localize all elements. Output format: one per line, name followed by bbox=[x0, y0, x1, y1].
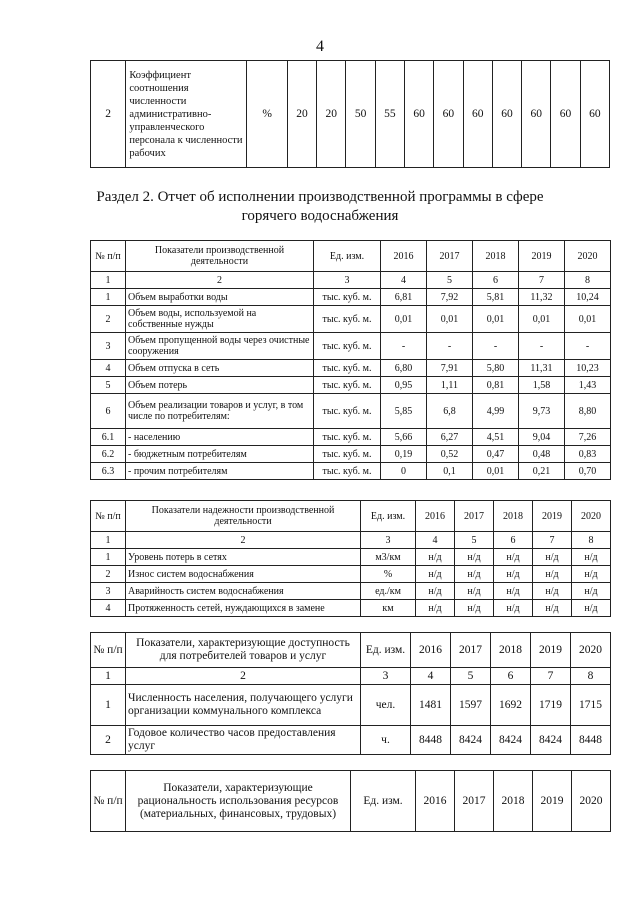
table-cell: - bbox=[519, 333, 565, 360]
page-number: 4 bbox=[316, 38, 324, 55]
table-cell: 8 bbox=[572, 532, 611, 549]
production-table bbox=[90, 240, 611, 480]
unit: % bbox=[247, 61, 287, 168]
table-cell: 2016 bbox=[416, 771, 455, 832]
table-cell: 4 bbox=[381, 272, 427, 289]
table-cell: 2018 bbox=[491, 633, 531, 668]
table-cell: 6,80 bbox=[381, 360, 427, 377]
table-cell: - прочим потребителям bbox=[126, 463, 314, 480]
table-cell: н/д bbox=[572, 549, 611, 566]
table-cell: 2 bbox=[91, 566, 126, 583]
table-cell: Аварийность систем водоснабжения bbox=[126, 583, 361, 600]
table-cell: 1 bbox=[91, 532, 126, 549]
table-cell: тыс. куб. м. bbox=[314, 377, 381, 394]
table-cell: тыс. куб. м. bbox=[314, 394, 381, 429]
table-cell: тыс. куб. м. bbox=[314, 429, 381, 446]
table-cell: 3 bbox=[361, 668, 411, 685]
table-cell: 2019 bbox=[519, 241, 565, 272]
table-cell: н/д bbox=[416, 566, 455, 583]
table-cell: 2018 bbox=[494, 501, 533, 532]
table-cell: 0,83 bbox=[565, 446, 611, 463]
table-cell: № п/п bbox=[91, 501, 126, 532]
table-cell: 1481 bbox=[411, 685, 451, 726]
table-cell: 2019 bbox=[533, 501, 572, 532]
table-cell: н/д bbox=[533, 566, 572, 583]
table-cell: чел. bbox=[361, 685, 411, 726]
section-title: Раздел 2. Отчет об исполнении производственной программы в сфере горячего водоснабжения bbox=[96, 189, 544, 224]
table-row bbox=[91, 377, 611, 394]
table-cell: 1 bbox=[91, 668, 126, 685]
table-cell: Протяженность сетей, нуждающихся в замене bbox=[126, 600, 361, 617]
table-cell: 8424 bbox=[531, 726, 571, 755]
table-cell: н/д bbox=[494, 600, 533, 617]
table-cell: н/д bbox=[533, 583, 572, 600]
table-cell: 7,92 bbox=[427, 289, 473, 306]
table-cell: ч. bbox=[361, 726, 411, 755]
table-cell: 2020 bbox=[572, 771, 611, 832]
table-cell: н/д bbox=[572, 566, 611, 583]
table-cell: 0,95 bbox=[381, 377, 427, 394]
table-cell: 0,47 bbox=[473, 446, 519, 463]
table-cell: Объем выработки воды bbox=[126, 289, 314, 306]
table-cell: 1 bbox=[91, 685, 126, 726]
table-row bbox=[91, 446, 611, 463]
value-cell: 60 bbox=[404, 61, 433, 168]
table-cell: 2016 bbox=[381, 241, 427, 272]
table-cell: 2017 bbox=[427, 241, 473, 272]
table-cell: 0,1 bbox=[427, 463, 473, 480]
table-cell: № п/п bbox=[91, 241, 126, 272]
table-cell: 0,01 bbox=[473, 463, 519, 480]
table-cell: 1692 bbox=[491, 685, 531, 726]
value-cell: 20 bbox=[317, 61, 346, 168]
table-cell: н/д bbox=[455, 600, 494, 617]
table-cell: - населению bbox=[126, 429, 314, 446]
table-cell: 4 bbox=[411, 668, 451, 685]
table-cell: 11,32 bbox=[519, 289, 565, 306]
table-row bbox=[91, 306, 611, 333]
table-row bbox=[91, 289, 611, 306]
value-cell: 60 bbox=[580, 61, 609, 168]
table-cell: 8,80 bbox=[565, 394, 611, 429]
table-cell: 6.2 bbox=[91, 446, 126, 463]
table-cell: 1715 bbox=[571, 685, 611, 726]
table-cell: Уровень потерь в сетях bbox=[126, 549, 361, 566]
resource-table bbox=[90, 770, 611, 832]
table-cell: 5 bbox=[455, 532, 494, 549]
table-cell: Износ систем водоснабжения bbox=[126, 566, 361, 583]
table-cell: № п/п bbox=[91, 771, 126, 832]
table-cell: 5,81 bbox=[473, 289, 519, 306]
table-cell: 0,01 bbox=[427, 306, 473, 333]
table-cell: 8424 bbox=[491, 726, 531, 755]
table-cell: 11,31 bbox=[519, 360, 565, 377]
table-cell: 2017 bbox=[455, 501, 494, 532]
table-cell: тыс. куб. м. bbox=[314, 463, 381, 480]
table-cell: - бюджетным потребителям bbox=[126, 446, 314, 463]
value-cell: 60 bbox=[522, 61, 551, 168]
value-cell: 60 bbox=[492, 61, 521, 168]
table-row bbox=[91, 583, 611, 600]
value-cell: 20 bbox=[287, 61, 316, 168]
coefficient-table bbox=[90, 60, 610, 168]
table-cell: 2020 bbox=[565, 241, 611, 272]
table-cell: Объем отпуска в сеть bbox=[126, 360, 314, 377]
table-cell: тыс. куб. м. bbox=[314, 289, 381, 306]
table-cell: н/д bbox=[572, 583, 611, 600]
table-cell: Ед. изм. bbox=[351, 771, 416, 832]
table-cell: % bbox=[361, 566, 416, 583]
table-cell: н/д bbox=[494, 549, 533, 566]
value-cell: 50 bbox=[346, 61, 375, 168]
table-row bbox=[91, 61, 610, 168]
table-cell: 9,04 bbox=[519, 429, 565, 446]
table-cell: Численность населения, получающего услуги организации коммунального комплекса bbox=[126, 685, 361, 726]
table-cell: ед./км bbox=[361, 583, 416, 600]
table-row bbox=[91, 429, 611, 446]
table-cell: 9,73 bbox=[519, 394, 565, 429]
table-cell: н/д bbox=[533, 549, 572, 566]
table-cell: 2017 bbox=[451, 633, 491, 668]
table-cell: 0,70 bbox=[565, 463, 611, 480]
header-row bbox=[91, 501, 611, 532]
table-cell: 6 bbox=[473, 272, 519, 289]
table-cell: 6 bbox=[491, 668, 531, 685]
table-cell: 3 bbox=[91, 333, 126, 360]
table-cell: 8448 bbox=[411, 726, 451, 755]
indicator-name: Коэффициент соотношения численности административно-управленческого персонала к численности рабочих bbox=[126, 61, 247, 168]
table-cell: н/д bbox=[416, 583, 455, 600]
table-cell: 2016 bbox=[416, 501, 455, 532]
header-row bbox=[91, 633, 611, 668]
table-cell: 8424 bbox=[451, 726, 491, 755]
table-cell: 2 bbox=[91, 306, 126, 333]
table-cell: тыс. куб. м. bbox=[314, 360, 381, 377]
table-cell: 6.1 bbox=[91, 429, 126, 446]
table-cell: 2 bbox=[126, 532, 361, 549]
table-cell: 2019 bbox=[533, 771, 572, 832]
value-cell: 55 bbox=[375, 61, 404, 168]
table-cell: н/д bbox=[416, 549, 455, 566]
table-cell: 6,27 bbox=[427, 429, 473, 446]
table-cell: 0,01 bbox=[473, 306, 519, 333]
table-cell: 0,01 bbox=[565, 306, 611, 333]
table-row bbox=[91, 566, 611, 583]
table-cell: н/д bbox=[494, 566, 533, 583]
table-cell: тыс. куб. м. bbox=[314, 333, 381, 360]
table-cell: 4,99 bbox=[473, 394, 519, 429]
table-cell: 5 bbox=[451, 668, 491, 685]
table-cell: 0,48 bbox=[519, 446, 565, 463]
table-cell: 2018 bbox=[494, 771, 533, 832]
table-cell: 7 bbox=[533, 532, 572, 549]
table-cell: - bbox=[381, 333, 427, 360]
table-cell: Объем реализации товаров и услуг, в том числе по потребителям: bbox=[126, 394, 314, 429]
table-cell: 1 bbox=[91, 272, 126, 289]
table-cell: 1719 bbox=[531, 685, 571, 726]
table-row bbox=[91, 685, 611, 726]
table-cell: м3/км bbox=[361, 549, 416, 566]
table-cell: - bbox=[473, 333, 519, 360]
value-cell: 60 bbox=[463, 61, 492, 168]
table-cell: н/д bbox=[455, 549, 494, 566]
table-cell: 5 bbox=[427, 272, 473, 289]
header-row bbox=[91, 241, 611, 272]
reliability-table bbox=[90, 500, 611, 617]
table-cell: 7 bbox=[519, 272, 565, 289]
table-cell: 0,21 bbox=[519, 463, 565, 480]
table-cell: 1 bbox=[91, 289, 126, 306]
table-cell: 2017 bbox=[455, 771, 494, 832]
table-cell: 5,85 bbox=[381, 394, 427, 429]
table-cell: 2 bbox=[91, 726, 126, 755]
table-cell: 3 bbox=[91, 583, 126, 600]
table-row bbox=[91, 360, 611, 377]
table-cell: н/д bbox=[494, 583, 533, 600]
table-row bbox=[91, 549, 611, 566]
table-cell: 10,24 bbox=[565, 289, 611, 306]
table-cell: км bbox=[361, 600, 416, 617]
table-cell: Объем потерь bbox=[126, 377, 314, 394]
table-cell: Ед. изм. bbox=[361, 501, 416, 532]
table-cell: Показатели, характеризующие рациональность использования ресурсов (материальных, финансовых, трудовых) bbox=[126, 771, 351, 832]
table-cell: Показатели надежности производственной деятельности bbox=[126, 501, 361, 532]
table-cell: 2018 bbox=[473, 241, 519, 272]
index-row bbox=[91, 668, 611, 685]
table-cell: 6,81 bbox=[381, 289, 427, 306]
table-cell: 0,52 bbox=[427, 446, 473, 463]
table-cell: 5 bbox=[91, 377, 126, 394]
table-row bbox=[91, 463, 611, 480]
table-cell: 7 bbox=[531, 668, 571, 685]
table-cell: 4 bbox=[91, 360, 126, 377]
table-cell: 2019 bbox=[531, 633, 571, 668]
table-cell: 1597 bbox=[451, 685, 491, 726]
table-cell: 10,23 bbox=[565, 360, 611, 377]
index-row bbox=[91, 532, 611, 549]
table-cell: 6,8 bbox=[427, 394, 473, 429]
table-cell: 5,80 bbox=[473, 360, 519, 377]
table-cell: н/д bbox=[572, 600, 611, 617]
table-cell: н/д bbox=[455, 583, 494, 600]
table-cell: 6 bbox=[494, 532, 533, 549]
table-cell: Годовое количество часов предоставления услуг bbox=[126, 726, 361, 755]
table-cell: 4 bbox=[416, 532, 455, 549]
table-cell: 8448 bbox=[571, 726, 611, 755]
table-cell: 1,43 bbox=[565, 377, 611, 394]
table-cell: 4 bbox=[91, 600, 126, 617]
row-number: 2 bbox=[91, 61, 126, 168]
table-cell: 5,66 bbox=[381, 429, 427, 446]
table-cell: № п/п bbox=[91, 633, 126, 668]
table-cell: 2 bbox=[126, 668, 361, 685]
value-cell: 60 bbox=[551, 61, 580, 168]
table-cell: 3 bbox=[314, 272, 381, 289]
value-cell: 60 bbox=[434, 61, 463, 168]
table-cell: н/д bbox=[533, 600, 572, 617]
table-cell: Объем пропущенной воды через очистные сооружения bbox=[126, 333, 314, 360]
table-cell: 1,58 bbox=[519, 377, 565, 394]
table-cell: 0,01 bbox=[519, 306, 565, 333]
table-row bbox=[91, 394, 611, 429]
table-cell: 3 bbox=[361, 532, 416, 549]
table-cell: - bbox=[565, 333, 611, 360]
table-cell: 2 bbox=[126, 272, 314, 289]
header-row bbox=[91, 771, 611, 832]
table-cell: Показатели производственной деятельности bbox=[126, 241, 314, 272]
table-cell: 1 bbox=[91, 549, 126, 566]
table-cell: 4,51 bbox=[473, 429, 519, 446]
table-cell: 0,81 bbox=[473, 377, 519, 394]
table-cell: - bbox=[427, 333, 473, 360]
table-cell: н/д bbox=[416, 600, 455, 617]
table-cell: 7,91 bbox=[427, 360, 473, 377]
table-cell: 2020 bbox=[571, 633, 611, 668]
table-cell: н/д bbox=[455, 566, 494, 583]
table-row bbox=[91, 600, 611, 617]
table-cell: 1,11 bbox=[427, 377, 473, 394]
table-cell: 8 bbox=[565, 272, 611, 289]
table-cell: Ед. изм. bbox=[314, 241, 381, 272]
table-cell: тыс. куб. м. bbox=[314, 446, 381, 463]
table-cell: 6.3 bbox=[91, 463, 126, 480]
table-row bbox=[91, 333, 611, 360]
table-row bbox=[91, 726, 611, 755]
table-cell: 0,01 bbox=[381, 306, 427, 333]
table-cell: 0 bbox=[381, 463, 427, 480]
index-row bbox=[91, 272, 611, 289]
table-cell: 2016 bbox=[411, 633, 451, 668]
table-cell: тыс. куб. м. bbox=[314, 306, 381, 333]
table-cell: 2020 bbox=[572, 501, 611, 532]
table-cell: Показатели, характеризующие доступность для потребителей товаров и услуг bbox=[126, 633, 361, 668]
table-cell: 8 bbox=[571, 668, 611, 685]
table-cell: 7,26 bbox=[565, 429, 611, 446]
table-cell: Ед. изм. bbox=[361, 633, 411, 668]
table-cell: Объем воды, используемой на собственные нужды bbox=[126, 306, 314, 333]
table-cell: 0,19 bbox=[381, 446, 427, 463]
table-cell: 6 bbox=[91, 394, 126, 429]
accessibility-table bbox=[90, 632, 611, 755]
